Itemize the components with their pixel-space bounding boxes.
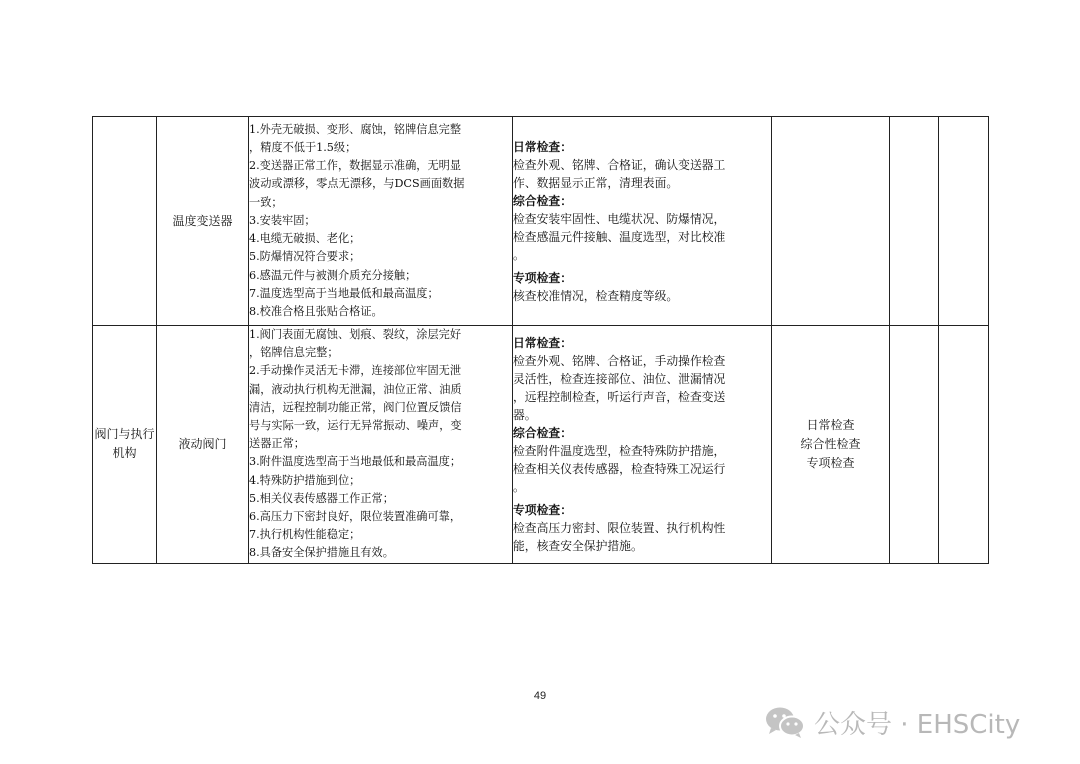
requirement-line: ，铭牌信息完整； (249, 346, 339, 360)
requirement-line: 2.变送器正常工作，数据显示准确，无明显 (249, 159, 462, 173)
requirement-line: 5.防爆情况符合要求； (249, 250, 361, 264)
check-line: 检查外观、铭牌、合格证，手动操作检查 (513, 353, 726, 368)
check-line: 检查感温元件接触、温度选型，对比校准 (513, 229, 726, 244)
requirement-line: 4.特殊防护措施到位； (249, 473, 361, 487)
check-section-title: 日常检查： (513, 139, 572, 154)
requirement-line: 7.温度选型高于当地最低和最高温度； (249, 286, 439, 300)
empty-cell (890, 117, 939, 326)
requirement-line: 4.电缆无破损、老化； (249, 232, 361, 246)
requirement-line: 3.附件温度选型高于当地最低和最高温度； (249, 455, 462, 469)
category-label: 阀门与执行机构 (94, 427, 155, 461)
method-item: 专项检查 (806, 455, 855, 470)
requirement-line: 漏，液动执行机构无泄漏，油位正常、油质 (249, 382, 462, 396)
check-line: 检查高压力密封、限位装置、执行机构性 (513, 520, 726, 535)
category-cell (93, 326, 157, 564)
wechat-icon (764, 705, 806, 739)
empty-cell (939, 117, 989, 326)
device-label: 温度变送器 (172, 213, 233, 228)
check-line: 作、数据显示正常，清理表面。 (513, 175, 679, 190)
watermark-text: 公众号 · EHSCity (814, 709, 1021, 740)
check-section-title: 专项检查： (513, 502, 572, 517)
method-cell (772, 117, 890, 326)
inspection-table (92, 116, 989, 564)
check-line: 检查附件温度选型，检查特殊防护措施， (513, 443, 726, 458)
requirement-line: 1.外壳无破损、变形、腐蚀，铭牌信息完整 (249, 122, 462, 136)
checks-cell (513, 117, 772, 326)
method-cell (772, 326, 890, 564)
requirement-line: 一致； (249, 195, 283, 209)
check-line: 。 (513, 479, 525, 494)
check-section-title: 专项检查： (513, 270, 572, 285)
check-line: 器。 (513, 407, 537, 422)
requirement-line: 清洁，远程控制功能正常，阀门位置反馈信 (249, 400, 462, 414)
device-cell (157, 117, 249, 326)
requirement-line: 8.校准合格且张贴合格证。 (249, 304, 383, 318)
requirement-line: 8.具备安全保护措施且有效。 (249, 546, 394, 560)
requirement-line: 送器正常； (249, 437, 305, 451)
check-line: 能，核查安全保护措施。 (513, 538, 643, 553)
check-line: 核查校准情况，检查精度等级。 (513, 288, 679, 303)
empty-cell (939, 326, 989, 564)
requirement-line: 2.手动操作灵活无卡滞，连接部位牢固无泄 (249, 364, 462, 378)
check-line: 检查外观、铭牌、合格证，确认变送器工 (513, 157, 726, 172)
requirement-line: 6.高压力下密封良好，限位装置准确可靠， (249, 510, 462, 524)
page-number: 49 (533, 690, 547, 702)
checks-cell (513, 326, 772, 564)
check-section-title: 综合检查： (513, 193, 572, 208)
check-line: 检查相关仪表传感器，检查特殊工况运行 (513, 461, 726, 476)
method-item: 综合性检查 (800, 436, 861, 451)
check-line: 。 (513, 247, 525, 262)
requirement-line: 1.阀门表面无腐蚀、划痕、裂纹，涂层完好 (249, 328, 462, 341)
table-row (93, 326, 989, 564)
requirement-line: 3.安装牢固； (249, 213, 316, 227)
requirements-cell (249, 326, 513, 564)
check-line: 检查安装牢固性、电缆状况、防爆情况， (513, 211, 726, 226)
category-cell (93, 117, 157, 326)
check-line: ，远程控制检查，听运行声音，检查变送 (513, 389, 726, 404)
check-section-title: 综合检查： (513, 425, 572, 440)
requirement-line: 6.感温元件与被测介质充分接触； (249, 268, 417, 282)
table-row (93, 117, 989, 326)
device-label: 液动阀门 (178, 436, 227, 451)
check-section-title: 日常检查： (513, 335, 572, 350)
device-cell (157, 326, 249, 564)
watermark (764, 702, 1020, 742)
empty-cell (890, 326, 939, 564)
requirement-line: 7.执行机构性能稳定； (249, 528, 361, 542)
method-item: 日常检查 (806, 417, 855, 432)
requirement-line: 号与实际一致，运行无异常振动、噪声，变 (249, 419, 462, 433)
requirement-line: 波动或漂移，零点无漂移，与DCS画面数据 (249, 177, 465, 191)
requirement-line: 5.相关仪表传感器工作正常； (249, 491, 394, 505)
requirements-cell (249, 117, 513, 326)
requirement-line: ，精度不低于1.5级； (249, 141, 357, 155)
check-line: 灵活性，检查连接部位、油位、泄漏情况 (513, 371, 726, 386)
